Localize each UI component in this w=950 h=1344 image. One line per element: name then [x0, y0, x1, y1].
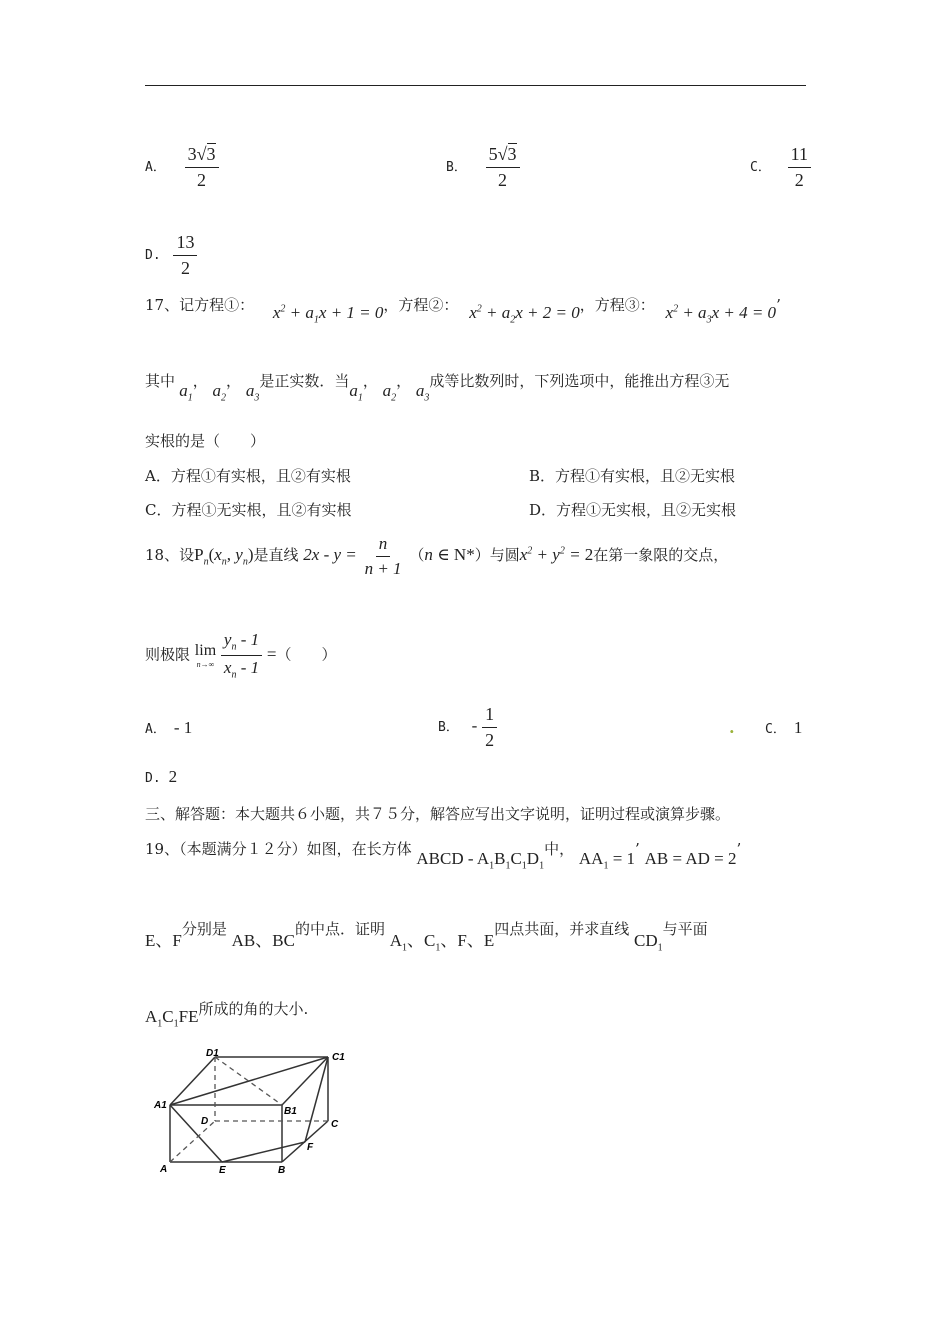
label-C1: C1 [332, 1052, 345, 1063]
label-A: A [160, 1164, 168, 1175]
q19-line-1: 19、（本题满分１２分）如图，在长方体 ABCD - $A_1B_1C_1D_1$中， $AA_1 = 1$’ AB = AD = 2’ [145, 840, 742, 872]
q17-line-2: 其中 $a_1$， $a_2$， $a_3$是正实数．当$a_1$， $a_2$， $a_3$成等比数列时，下列选项中，能推出方程③无 [145, 372, 730, 404]
q19-line-3: $A_1C_1FE$所成的角的大小. [145, 1000, 309, 1030]
q16-option-d: D. $\frac{13}{2}$ [145, 232, 197, 278]
q17-line-3: 实根的是（ ） [145, 432, 266, 450]
label-A1: A1 [154, 1100, 167, 1111]
q18-option-b: B． - $\frac{1}{2}$ [438, 704, 497, 750]
cuboid-figure [150, 1048, 350, 1178]
q18-line-1: 18、设$P_n(x_n$, $y_n$)是直线 2x - y = $\frac{n}{n + 1}$ （n ∈ N*）与圆$x^2 + y^2 = 2$在第一象限的交点， [145, 534, 729, 578]
q17-option-b: B．方程①有实根，且②无实根 [529, 467, 736, 485]
label-F: F [307, 1142, 314, 1153]
q18-option-a: A． - 1 [145, 718, 193, 737]
q18-option-c: C． 1 [765, 718, 803, 737]
label-D1: D1 [206, 1048, 219, 1059]
header-rule [145, 85, 806, 86]
q17-option-d: D．方程①无实根，且②无实根 [529, 501, 737, 519]
q16-option-b: B． $\frac{5√3}{2}$ [446, 144, 520, 190]
q16-option-a: A． $\frac{3√3}{2}$ [145, 144, 219, 190]
label-B: B [278, 1165, 286, 1176]
q18-option-d: D. 2 [145, 767, 178, 786]
section-3-heading: 三、解答题：本大题共６小题，共７５分，解答应写出文字说明，证明过程或演算步骤。 [145, 805, 731, 823]
q18-line-2: 则极限 lim n→∞ $\frac{y_n - 1}{x_n - 1}$ =（ ） [145, 630, 337, 681]
q17-option-c: C．方程①无实根，且②有实根 [145, 501, 352, 519]
q16-option-c: C． $\frac{11}{2}$ [750, 144, 811, 190]
label-E: E [219, 1165, 226, 1176]
q19-line-2: E、F分别是 AB、BC的中点．证明 $A_1$、$C_1$、F、E四点共面，并求直线 $CD_1$与平面 [145, 920, 708, 954]
label-B1: B1 [284, 1106, 297, 1117]
stray-dot: . [729, 718, 735, 737]
q17-option-a: A．方程①有实根，且②有实根 [145, 467, 351, 485]
q17-line-1: 17、记方程①： $x^2 + a_1x + 1 = 0$，方程②： $x^2 + a_2x + 2 = 0$，方程③： $x^2 + a_3x + 4 = 0$’ [145, 296, 781, 326]
label-C: C [331, 1119, 339, 1130]
label-D: D [201, 1116, 209, 1127]
